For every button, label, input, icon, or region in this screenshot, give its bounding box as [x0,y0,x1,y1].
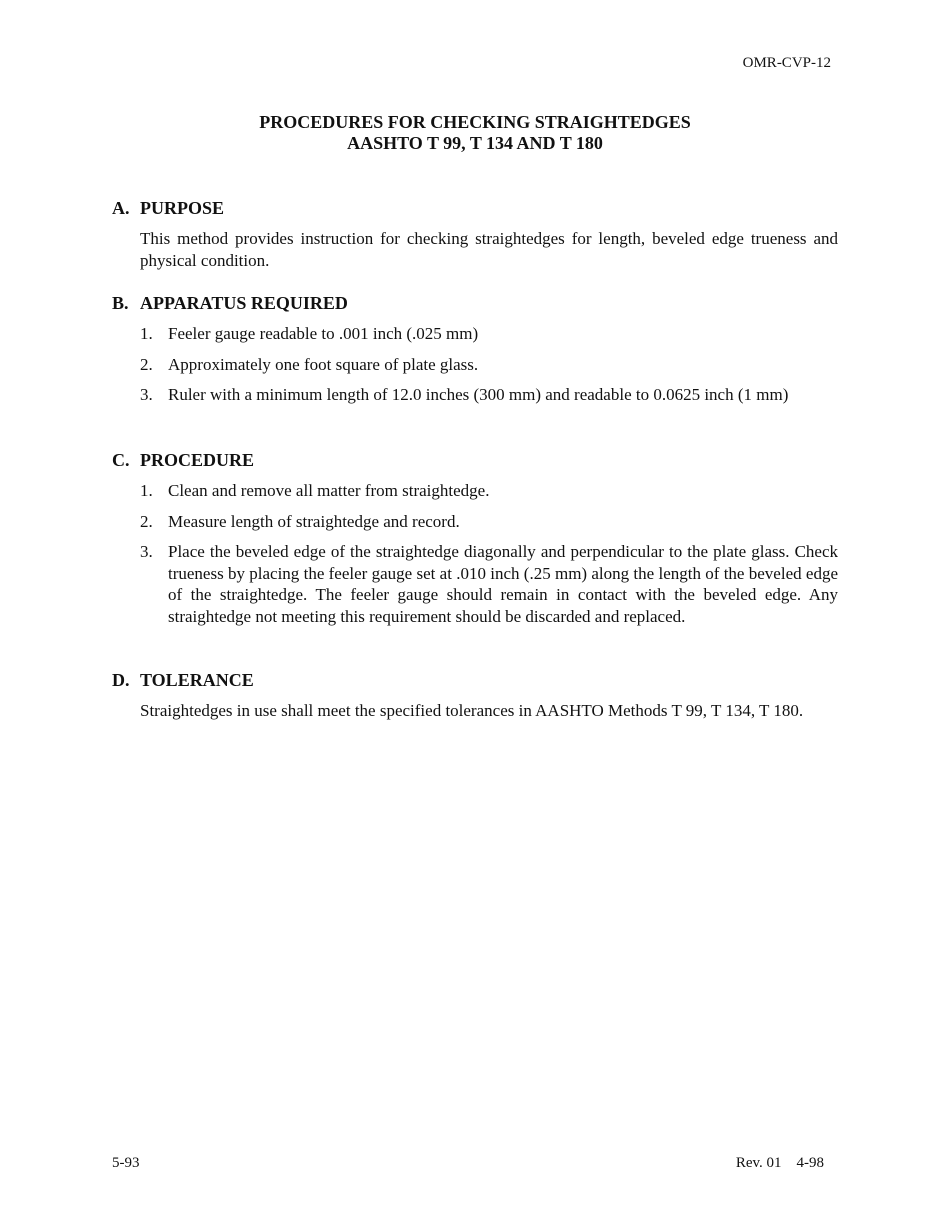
section-heading [112,449,838,471]
apparatus-list [140,323,838,406]
revision-label: Rev. 01 4-98 [735,1155,824,1171]
section-procedure [112,449,838,627]
item-number: 1. [140,481,153,500]
item-text: Clean and remove all matter from straightedge. [168,481,490,500]
section-heading [112,292,838,314]
tolerance-text: Straightedges in use shall meet the specified tolerances in AASHTO Methods T 99, T 134, T 180. [140,701,804,720]
list-item [140,480,838,502]
section-title: APPARATUS REQUIRED [140,293,348,313]
section-apparatus [112,292,838,406]
section-purpose [112,197,838,271]
section-letter: D. [112,670,130,690]
list-item [140,323,838,345]
page-number: 5-93 [112,1155,140,1171]
title-line-2: AASHTO T 99, T 134 AND T 180 [347,133,603,153]
purpose-text: This method provides instruction for checking straightedges for length, beveled edge trueness and physical condition. [140,229,838,270]
item-number: 3. [140,542,153,561]
section-letter: A. [112,198,130,218]
section-title: PROCEDURE [140,450,255,470]
item-number: 2. [140,354,153,374]
list-item [140,541,838,627]
section-heading [112,197,838,219]
item-text: Feeler gauge readable to .001 inch (.025 mm) [168,324,479,343]
document-title [0,112,950,154]
section-letter: B. [112,293,129,313]
item-number: 1. [140,324,153,343]
list-item [140,384,838,406]
item-text: Measure length of straightedge and record. [168,511,460,531]
title-line-1: PROCEDURES FOR CHECKING STRAIGHTEDGES [259,112,691,132]
item-text: Approximately one foot square of plate glass. [168,354,479,374]
item-number: 3. [140,385,153,404]
item-number: 2. [140,511,153,531]
list-item [140,511,838,533]
section-letter: C. [112,450,130,470]
section-title: PURPOSE [140,198,225,218]
item-text: Ruler with a minimum length of 12.0 inches (300 mm) and readable to 0.0625 inch (1 mm) [168,385,789,404]
section-tolerance [112,669,838,722]
section-title: TOLERANCE [140,670,254,690]
item-text: Place the beveled edge of the straightedge diagonally and perpendicular to the plate glass. Check trueness by placing the feeler gauge set at .010 inch (.25 mm) along the length of the beveled edge of the straightedge. The feeler gauge should remain in contact with the beveled edge. Any straightedge not meeting this requirement should be discarded and replaced. [168,542,838,626]
list-item [140,354,838,376]
procedure-list [140,480,838,627]
document-id: OMR-CVP-12 [742,55,831,71]
section-heading [112,669,838,691]
